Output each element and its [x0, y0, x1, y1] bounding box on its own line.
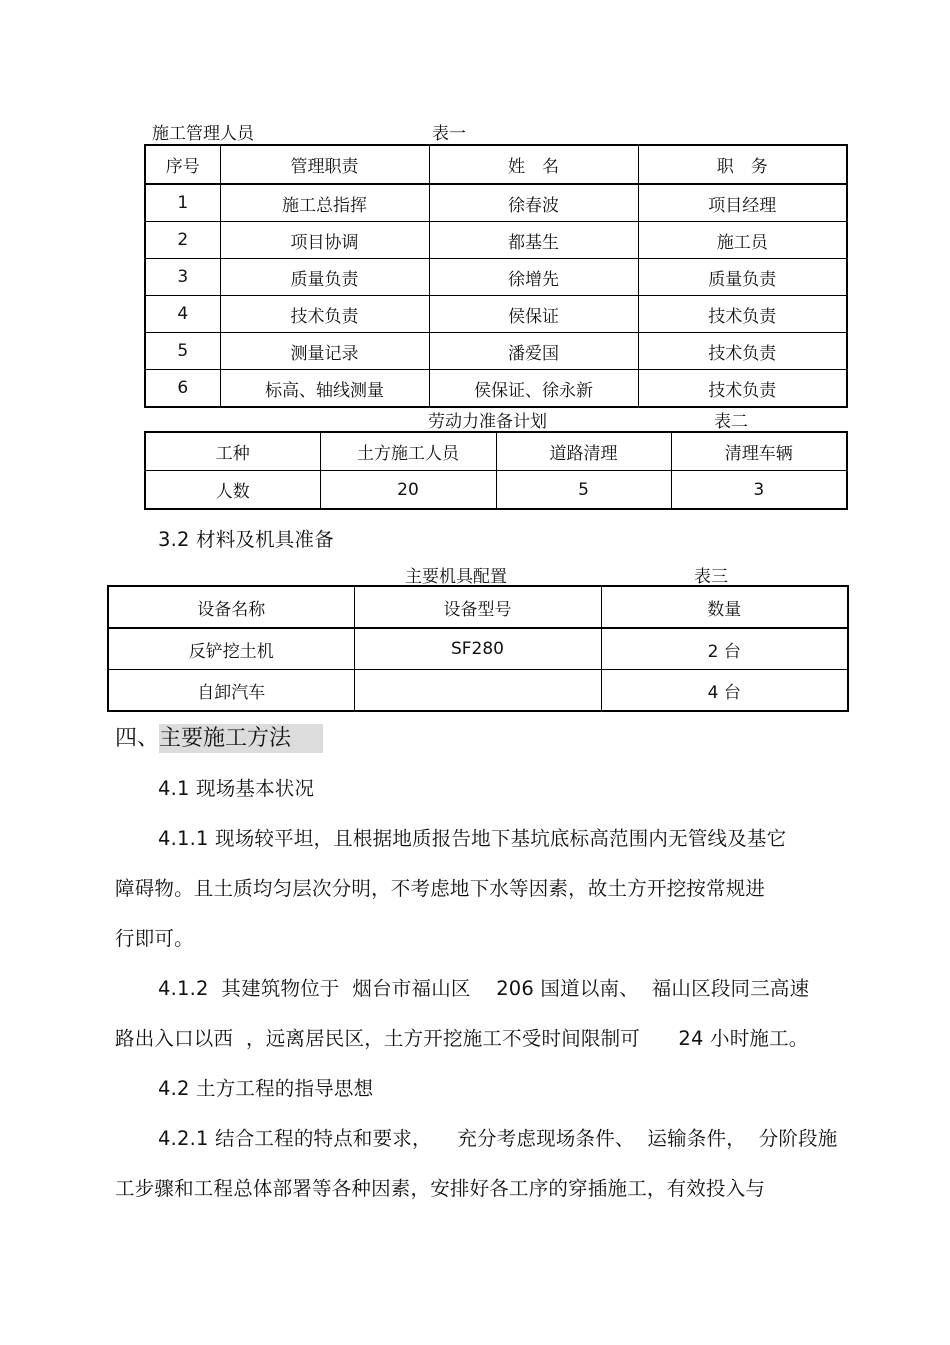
table-cell: 20	[320, 471, 496, 510]
table-row	[145, 333, 847, 370]
chapter-title: 主要施工方法	[159, 724, 323, 753]
table-cell: 侯保证	[429, 296, 638, 333]
header-cell: 清理车辆	[671, 432, 847, 471]
table2-number: 表二	[714, 412, 748, 432]
table-cell: 4	[145, 296, 220, 333]
table-row	[145, 222, 847, 259]
table-cell: 3	[671, 471, 847, 510]
paragraph-4-1-2-line: 路出入口以西 ，远离居民区，土方开挖施工不受时间限制可 24 小时施工。	[115, 1027, 809, 1050]
header-cell: 数量	[601, 586, 848, 628]
table-cell: 徐增先	[429, 259, 638, 296]
table-cell: 2 台	[601, 628, 848, 670]
table3-number: 表三	[694, 567, 728, 587]
table-cell: 技术负责	[638, 296, 847, 333]
table-row	[108, 670, 848, 712]
header-cell: 道路清理	[496, 432, 671, 471]
equipment-table	[107, 585, 849, 712]
table-cell: 测量记录	[220, 333, 429, 370]
table-cell: 4 台	[601, 670, 848, 712]
table-row	[145, 259, 847, 296]
table-cell: 都基生	[429, 222, 638, 259]
table1-caption: 施工管理人员	[152, 124, 254, 144]
table-cell: 潘爱国	[429, 333, 638, 370]
table-row	[145, 370, 847, 408]
paragraph-4-1-1-line: 4.1.1 现场较平坦，且根据地质报告地下基坑底标高范围内无管线及基它	[158, 827, 787, 850]
table-cell: 6	[145, 370, 220, 408]
table-cell: 项目协调	[220, 222, 429, 259]
header-cell: 设备名称	[108, 586, 354, 628]
chapter-number: 四、	[115, 726, 160, 751]
paragraph-4-1-1-line: 行即可。	[115, 927, 194, 950]
header-cell: 工种	[145, 432, 320, 471]
table-row	[145, 184, 847, 222]
table1-number: 表一	[432, 124, 466, 144]
header-cell: 土方施工人员	[320, 432, 496, 471]
table-cell: 质量负责	[220, 259, 429, 296]
chapter-4-heading	[115, 721, 323, 752]
header-cell: 姓 名	[429, 145, 638, 184]
paragraph-4-1-1-line: 障碍物。且土质均匀层次分明，不考虑地下水等因素，故土方开挖按常规进	[115, 877, 766, 900]
table-cell: 技术负责	[638, 333, 847, 370]
paragraph-4-1-2-line: 4.1.2 其建筑物位于 烟台市福山区 206 国道以南、 福山区段同三高速	[158, 977, 810, 1000]
table-cell: 徐春波	[429, 184, 638, 222]
table3-caption: 主要机具配置	[405, 567, 507, 587]
table-cell: 侯保证、徐永新	[429, 370, 638, 408]
table-cell: 项目经理	[638, 184, 847, 222]
labor-table	[144, 431, 848, 510]
table2-caption: 劳动力准备计划	[428, 412, 547, 432]
table-cell: 3	[145, 259, 220, 296]
paragraph-4-2-1-line: 工步骤和工程总体部署等各种因素，安排好各工序的穿插施工，有效投入与	[115, 1177, 766, 1200]
table-cell: 技术负责	[220, 296, 429, 333]
table-cell: 自卸汽车	[108, 670, 354, 712]
table-cell: 质量负责	[638, 259, 847, 296]
section-4-2-heading: 4.2 土方工程的指导思想	[158, 1077, 374, 1100]
table-cell: 2	[145, 222, 220, 259]
table-cell: 技术负责	[638, 370, 847, 408]
paragraph-4-2-1-line: 4.2.1 结合工程的特点和要求， 充分考虑现场条件、 运输条件， 分阶段施	[158, 1127, 838, 1150]
section-4-1-heading: 4.1 现场基本状况	[158, 777, 315, 800]
table-header-row	[108, 586, 848, 628]
table-row	[108, 628, 848, 670]
header-cell: 序号	[145, 145, 220, 184]
table-header-row	[145, 432, 847, 471]
table-cell: 施工总指挥	[220, 184, 429, 222]
section-3-2-heading: 3.2 材料及机具准备	[158, 528, 334, 551]
table-cell: 标高、轴线测量	[220, 370, 429, 408]
table-cell: 1	[145, 184, 220, 222]
table-cell: 人数	[145, 471, 320, 510]
staff-table	[144, 144, 848, 408]
header-cell: 设备型号	[354, 586, 601, 628]
table-row	[145, 296, 847, 333]
table-cell: 5	[145, 333, 220, 370]
header-cell: 管理职责	[220, 145, 429, 184]
table-cell: SF280	[354, 628, 601, 670]
header-cell: 职 务	[638, 145, 847, 184]
table-row	[145, 471, 847, 510]
table-cell: 反铲挖土机	[108, 628, 354, 670]
table-header-row	[145, 145, 847, 184]
table-cell: 5	[496, 471, 671, 510]
table-cell: 施工员	[638, 222, 847, 259]
table-cell	[354, 670, 601, 712]
